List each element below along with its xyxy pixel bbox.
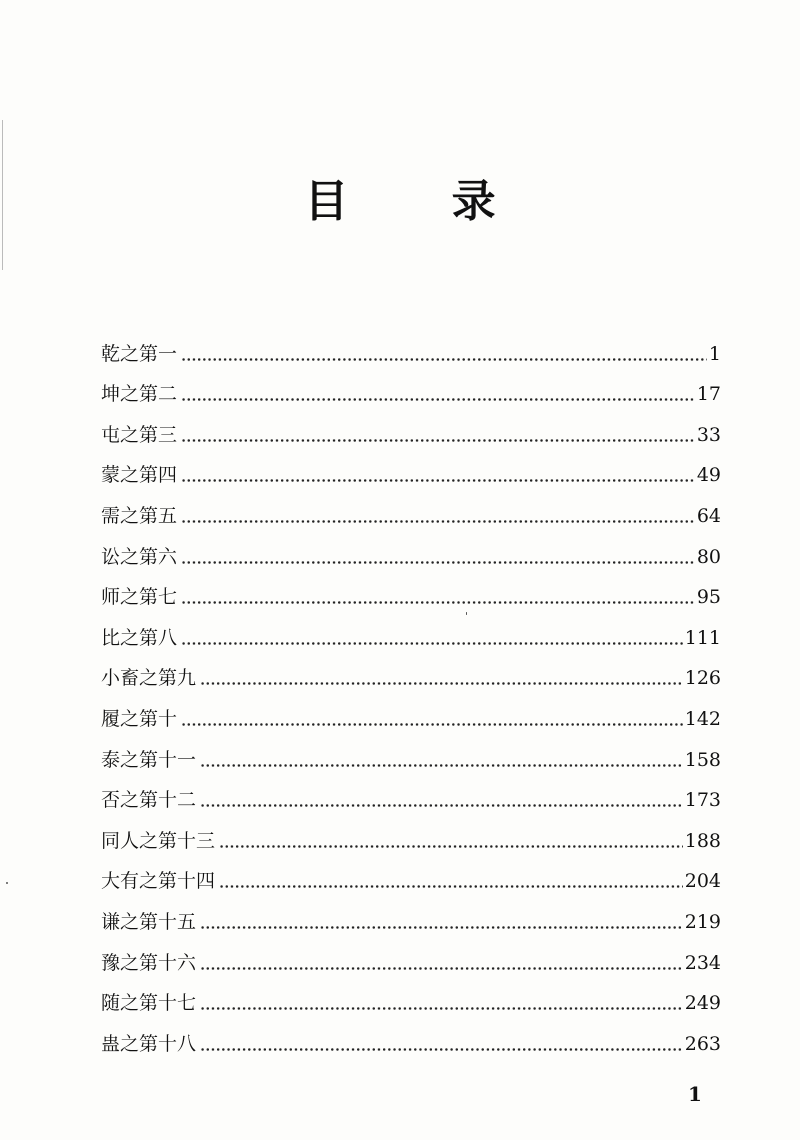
toc-entry-title: 讼之第六 (101, 545, 178, 568)
toc-entry-title: 随之第十七 (101, 992, 197, 1015)
toc-entry[interactable] (101, 577, 721, 618)
toc-dot-leader (200, 967, 683, 970)
toc-entry-page: 158 (684, 748, 721, 771)
toc-entry-page: 64 (696, 504, 721, 527)
toc-entry[interactable] (101, 333, 721, 374)
toc-dot-leader (200, 926, 683, 929)
toc-dot-leader (200, 764, 683, 767)
toc-entry[interactable] (101, 942, 721, 983)
toc-dot-leader (181, 561, 695, 564)
toc-entry-page: 249 (684, 992, 721, 1015)
toc-entry[interactable] (101, 780, 721, 821)
toc-entry[interactable] (101, 495, 721, 536)
toc-entry-title: 小畜之第九 (101, 667, 197, 690)
toc-entry[interactable] (101, 374, 721, 415)
toc-dot-leader (181, 358, 707, 361)
toc-entry-page: 263 (684, 1032, 721, 1055)
toc-entry[interactable] (101, 820, 721, 861)
toc-dot-leader (200, 804, 683, 807)
toc-entry-title: 谦之第十五 (101, 910, 197, 933)
scan-speck (6, 882, 8, 884)
toc-dot-leader (219, 845, 683, 848)
toc-entry-page: 234 (684, 951, 721, 974)
toc-entry-title: 蒙之第四 (101, 464, 178, 487)
toc-dot-leader (181, 439, 695, 442)
toc-entry[interactable] (101, 536, 721, 577)
toc-entry-page: 95 (696, 586, 721, 609)
toc-entry-title: 豫之第十六 (101, 951, 197, 974)
toc-entry[interactable] (101, 901, 721, 942)
toc-entry-title: 比之第八 (101, 626, 178, 649)
toc-entry[interactable] (101, 617, 721, 658)
toc-entry[interactable] (101, 739, 721, 780)
toc-dot-leader (181, 398, 695, 401)
page-number: 1 (688, 1082, 702, 1106)
toc-entry-title: 乾之第一 (101, 342, 178, 365)
toc-entry[interactable] (101, 983, 721, 1024)
toc-entry-page: 188 (684, 829, 721, 852)
toc-dot-leader (181, 642, 683, 645)
toc-entry-title: 坤之第二 (101, 383, 178, 406)
toc-entry-title: 泰之第十一 (101, 748, 197, 771)
toc-entry-title: 履之第十 (101, 707, 178, 730)
toc-entry-page: 80 (696, 545, 721, 568)
toc-entry-title: 否之第十二 (101, 789, 197, 812)
toc-entry[interactable] (101, 1023, 721, 1064)
toc-entry[interactable] (101, 658, 721, 699)
toc-dot-leader (181, 601, 695, 604)
toc-entry[interactable] (101, 698, 721, 739)
page-title: 目 录 (304, 176, 540, 227)
toc-entry-page: 17 (696, 383, 721, 406)
toc-entry-page: 204 (684, 870, 721, 893)
toc-dot-leader (200, 1048, 683, 1051)
toc-entry-page: 111 (684, 626, 721, 649)
toc-entry-page: 219 (684, 910, 721, 933)
toc-dot-leader (219, 885, 683, 888)
toc-entry-page: 1 (708, 342, 721, 365)
toc-entry-title: 大有之第十四 (101, 870, 216, 893)
toc-entry-title: 师之第七 (101, 586, 178, 609)
toc-dot-leader (181, 723, 683, 726)
toc-entry[interactable] (101, 861, 721, 902)
toc-entry-title: 需之第五 (101, 504, 178, 527)
toc-entry-page: 33 (696, 423, 721, 446)
toc-entry-title: 屯之第三 (101, 423, 178, 446)
toc-entry-page: 126 (684, 667, 721, 690)
toc-entry-page: 173 (684, 789, 721, 812)
toc-entry-page: 142 (684, 707, 721, 730)
toc-entry[interactable] (101, 455, 721, 496)
toc-dot-leader (200, 682, 683, 685)
toc-dot-leader (181, 479, 695, 482)
toc-entry-title: 蛊之第十八 (101, 1032, 197, 1055)
toc-entry[interactable] (101, 414, 721, 455)
toc-entry-title: 同人之第十三 (101, 829, 216, 852)
toc-entry-page: 49 (696, 464, 721, 487)
toc-dot-leader (181, 520, 695, 523)
table-of-contents (101, 333, 721, 1064)
toc-dot-leader (200, 1007, 683, 1010)
